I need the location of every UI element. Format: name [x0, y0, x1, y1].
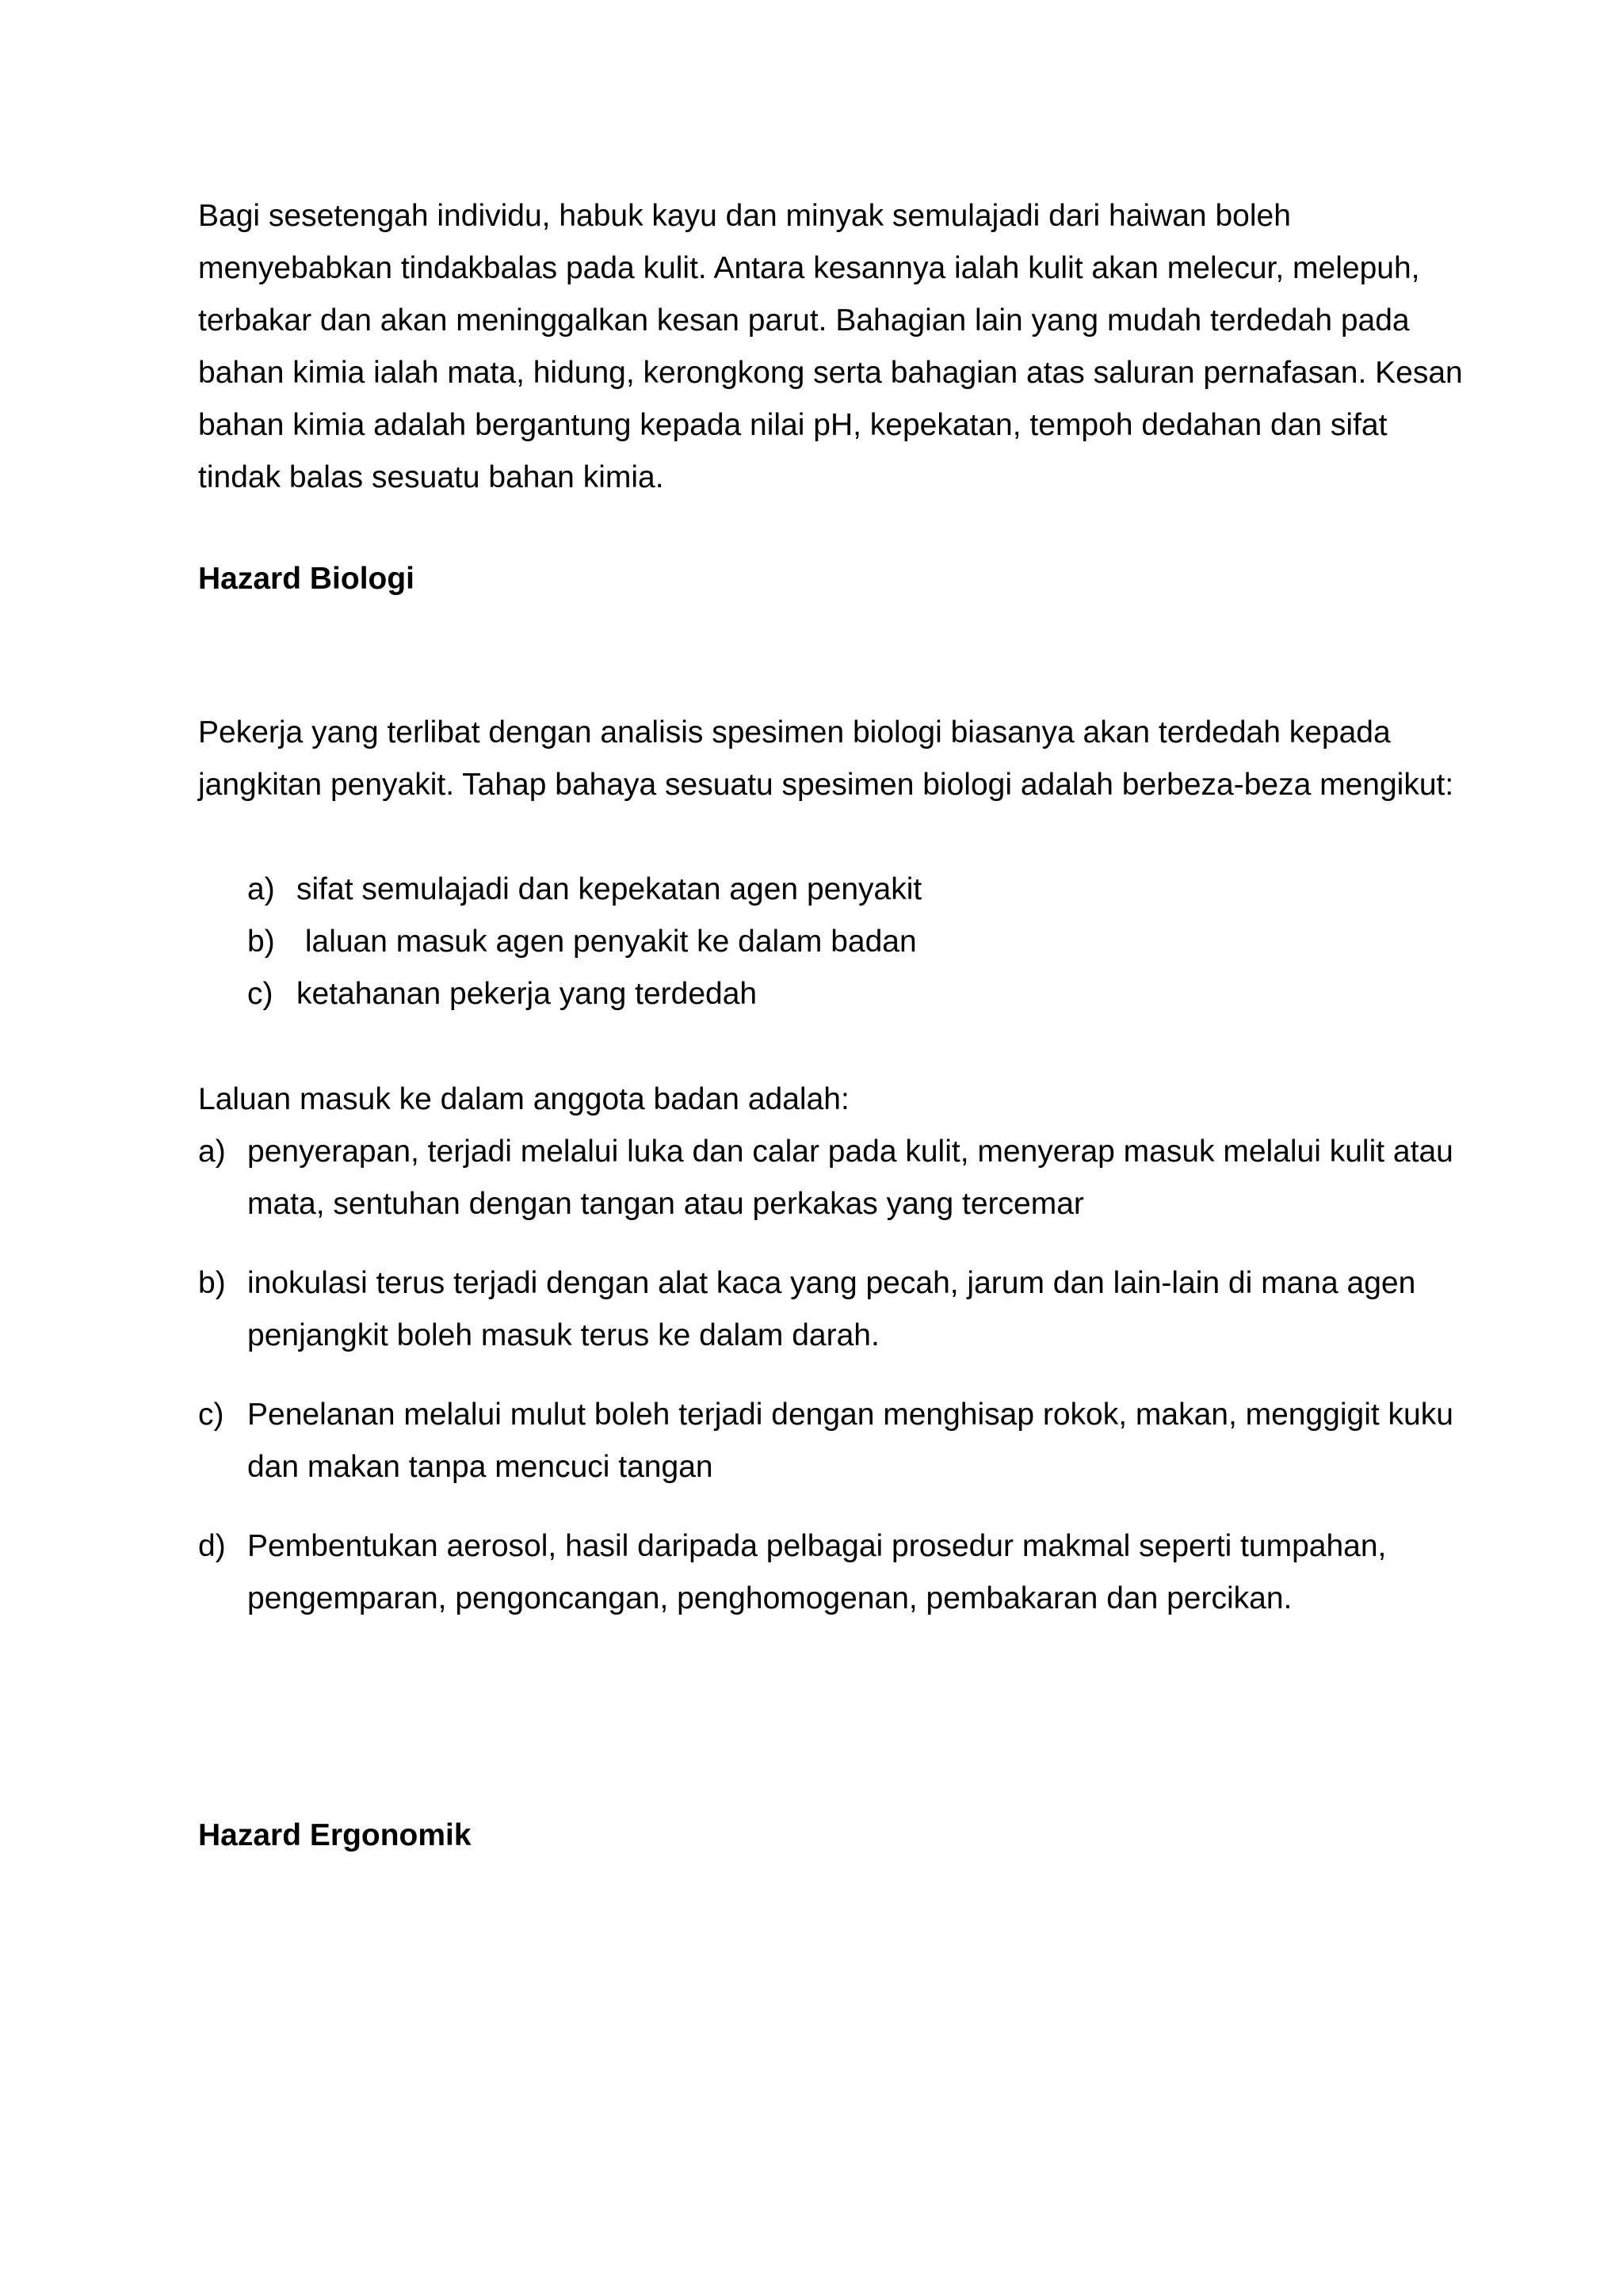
paragraph-line: jangkitan penyakit. Tahap bahaya sesuatu spesimen biologi adalah berbeza-beza mengikut:: [198, 768, 1454, 802]
intro-paragraph: [198, 190, 1463, 504]
paragraph-line: bahan kimia adalah bergantung kepada nilai pH, kepekatan, tempoh dedahan dan sifat: [198, 408, 1388, 442]
list-item-text: sifat semulajadi dan kepekatan agen penyakit: [296, 872, 922, 906]
list-marker: b): [198, 1266, 226, 1300]
list-item-line: pengemparan, pengoncangan, penghomogenan, pembakaran dan percikan.: [247, 1581, 1293, 1615]
list-item-line: Penelanan melalui mulut boleh terjadi dengan menghisap rokok, makan, menggigit kuku: [247, 1398, 1453, 1432]
list-item-line: mata, sentuhan dengan tangan atau perkakas yang tercemar: [247, 1187, 1084, 1221]
list-marker: c): [198, 1398, 224, 1432]
list-item-line: inokulasi terus terjadi dengan alat kaca yang pecah, jarum dan lain-lain di mana agen: [247, 1266, 1416, 1300]
list-item-line: penjangkit boleh masuk terus ke dalam darah.: [247, 1318, 880, 1352]
section-heading-biologi: Hazard Biologi: [198, 562, 415, 596]
routes-intro: Laluan masuk ke dalam anggota badan adalah:: [198, 1082, 850, 1116]
list-item-text: [247, 1257, 1415, 1362]
paragraph-line: terbakar dan akan meninggalkan kesan parut. Bahagian lain yang mudah terdedah pada: [198, 303, 1410, 338]
paragraph-line: bahan kimia ialah mata, hidung, kerongkong serta bahagian atas saluran pernafasan. Kesan: [198, 356, 1463, 390]
paragraph-line: Pekerja yang terlibat dengan analisis spesimen biologi biasanya akan terdedah kepada: [198, 715, 1391, 749]
list-marker: c): [247, 977, 273, 1011]
list-marker: a): [198, 1135, 226, 1169]
list-item-line: penyerapan, terjadi melalui luka dan calar pada kulit, menyerap masuk melalui kulit atau: [247, 1135, 1453, 1169]
paragraph-line: menyebabkan tindakbalas pada kulit. Antara kesannya ialah kulit akan melecur, melepuh,: [198, 251, 1420, 285]
list-marker: d): [198, 1529, 226, 1563]
list-item-line: Pembentukan aerosol, hasil daripada pelbagai prosedur makmal seperti tumpahan,: [247, 1529, 1387, 1563]
list-marker: a): [247, 872, 275, 906]
paragraph-line: tindak balas sesuatu bahan kimia.: [198, 460, 664, 494]
list-marker: b): [247, 925, 275, 959]
list-item-text: laluan masuk agen penyakit ke dalam badan: [296, 925, 917, 959]
list-item-text: [247, 1520, 1386, 1625]
list-item-text: [247, 1126, 1453, 1230]
paragraph-line: Bagi sesetengah individu, habuk kayu dan minyak semulajadi dari haiwan boleh: [198, 199, 1291, 233]
list-item-text: ketahanan pekerja yang terdedah: [296, 977, 758, 1011]
section-heading-ergonomik: Hazard Ergonomik: [198, 1818, 472, 1852]
biologi-paragraph: [198, 707, 1453, 811]
list-item-line: dan makan tanpa mencuci tangan: [247, 1450, 713, 1484]
list-item-text: [247, 1389, 1453, 1493]
